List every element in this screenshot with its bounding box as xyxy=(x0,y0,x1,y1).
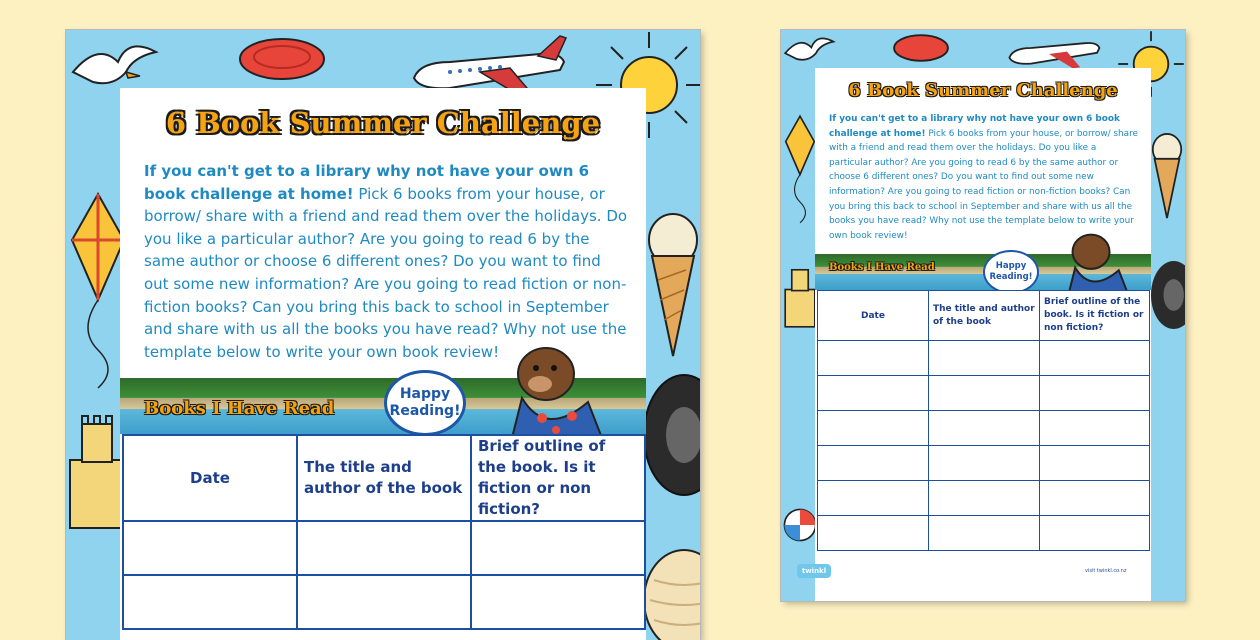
table-cell-title[interactable] xyxy=(297,521,471,575)
table-cell-title[interactable] xyxy=(929,411,1040,446)
beaver-icon xyxy=(492,338,612,438)
table-header-row xyxy=(123,435,645,521)
speech-bubble: Happy Reading! xyxy=(384,370,466,436)
sandcastle-icon xyxy=(783,260,817,330)
table-row xyxy=(818,516,1150,551)
twinkl-logo: twinkl xyxy=(797,564,831,578)
table-row xyxy=(123,521,645,575)
table-cell-title[interactable] xyxy=(929,341,1040,376)
header-outline: Brief outline of the book. Is it fiction or non fiction? xyxy=(1040,291,1150,341)
beach-ball-icon xyxy=(644,540,700,640)
books-heading: Books I Have Read xyxy=(144,398,335,419)
intro-paragraph-small xyxy=(829,112,1139,243)
intro-paragraph xyxy=(144,160,630,363)
tyre-icon xyxy=(1151,250,1185,340)
header-outline: Brief outline of the book. Is it fiction or non fiction? xyxy=(471,435,645,521)
kite-icon xyxy=(68,190,128,390)
table-cell-outline[interactable] xyxy=(1040,376,1150,411)
table-cell-title[interactable] xyxy=(929,446,1040,481)
table-cell-date[interactable] xyxy=(818,516,929,551)
footer-url: visit twinkl.co.nz xyxy=(1085,568,1127,574)
intro-body-text: Pick 6 books from your house, or borrow/ share with a friend and read them over the holidays. Do you like a particular author? Are you going to read 6 by the same author or choose 6 different ones? Do you want to find out some new information? Are you going to read fiction or non-fiction books? Can you bring this back to school in September and share with us all the books you have read? Why not use the template below to write your own book review! xyxy=(144,184,628,361)
table-cell-outline[interactable] xyxy=(1040,446,1150,481)
intro-bold-text-small: If you can't get to a library why not have your own 6 book challenge at home! xyxy=(829,114,1120,139)
table-cell-outline[interactable] xyxy=(1040,341,1150,376)
intro-body-text-small: Pick 6 books from your house, or borrow/ share with a friend and read them over the holidays. Do you like a particular author? Are you going to read 6 by the same author or choose 6 different ones? Do you want to find out some new information? Are you going to read fiction or non-fiction books? Can you bring this back to school in September and share with us all the books you have read? Why not use the template below to write your own book review! xyxy=(829,128,1139,241)
table-cell-date[interactable] xyxy=(123,575,297,629)
airplane-icon xyxy=(1005,30,1105,72)
table-cell-date[interactable] xyxy=(818,376,929,411)
table-cell-date[interactable] xyxy=(818,481,929,516)
table-row xyxy=(123,575,645,629)
worksheet-title-small: 6 Book Summer Challenge xyxy=(848,80,1118,101)
beach-ball-icon xyxy=(783,500,817,550)
header-title-author: The title and author of the book xyxy=(297,435,471,521)
frisbee-icon xyxy=(236,34,328,84)
table-cell-date[interactable] xyxy=(818,446,929,481)
table-row xyxy=(818,341,1150,376)
intro-bold-text: If you can't get to a library why not have your own 6 book challenge at home! xyxy=(144,162,590,203)
table-cell-title[interactable] xyxy=(929,516,1040,551)
table-cell-outline[interactable] xyxy=(1040,516,1150,551)
kite-icon xyxy=(783,114,817,224)
books-table xyxy=(122,434,646,630)
header-date: Date xyxy=(123,435,297,521)
table-row xyxy=(818,411,1150,446)
worksheet-preview-large xyxy=(66,30,700,640)
ice-cream-icon xyxy=(1151,128,1183,224)
header-title-author: The title and author of the book xyxy=(929,291,1040,341)
frisbee-icon xyxy=(891,32,951,64)
table-header-row xyxy=(818,291,1150,341)
table-cell-date[interactable] xyxy=(123,521,297,575)
tyre-icon xyxy=(644,370,700,500)
books-table-small xyxy=(817,290,1150,551)
table-cell-date[interactable] xyxy=(818,341,929,376)
table-cell-date[interactable] xyxy=(818,411,929,446)
books-heading-small: Books I Have Read xyxy=(829,262,935,273)
ice-cream-icon xyxy=(646,210,700,360)
seagull-icon xyxy=(781,30,837,66)
table-row xyxy=(818,376,1150,411)
speech-bubble-small: Happy Reading! xyxy=(983,250,1039,294)
table-row xyxy=(818,446,1150,481)
table-cell-outline[interactable] xyxy=(1040,411,1150,446)
seagull-icon xyxy=(68,32,160,94)
beaver-icon xyxy=(1055,228,1135,294)
worksheet-preview-small xyxy=(781,30,1185,601)
table-cell-title[interactable] xyxy=(297,575,471,629)
header-date: Date xyxy=(818,291,929,341)
table-row xyxy=(818,481,1150,516)
sandcastle-icon xyxy=(66,410,128,530)
table-cell-title[interactable] xyxy=(929,376,1040,411)
worksheet-panel xyxy=(120,88,646,640)
table-cell-outline[interactable] xyxy=(471,521,645,575)
table-cell-outline[interactable] xyxy=(471,575,645,629)
table-cell-title[interactable] xyxy=(929,481,1040,516)
table-cell-outline[interactable] xyxy=(1040,481,1150,516)
worksheet-panel-small xyxy=(801,68,1151,601)
worksheet-title: 6 Book Summer Challenge xyxy=(165,106,601,140)
